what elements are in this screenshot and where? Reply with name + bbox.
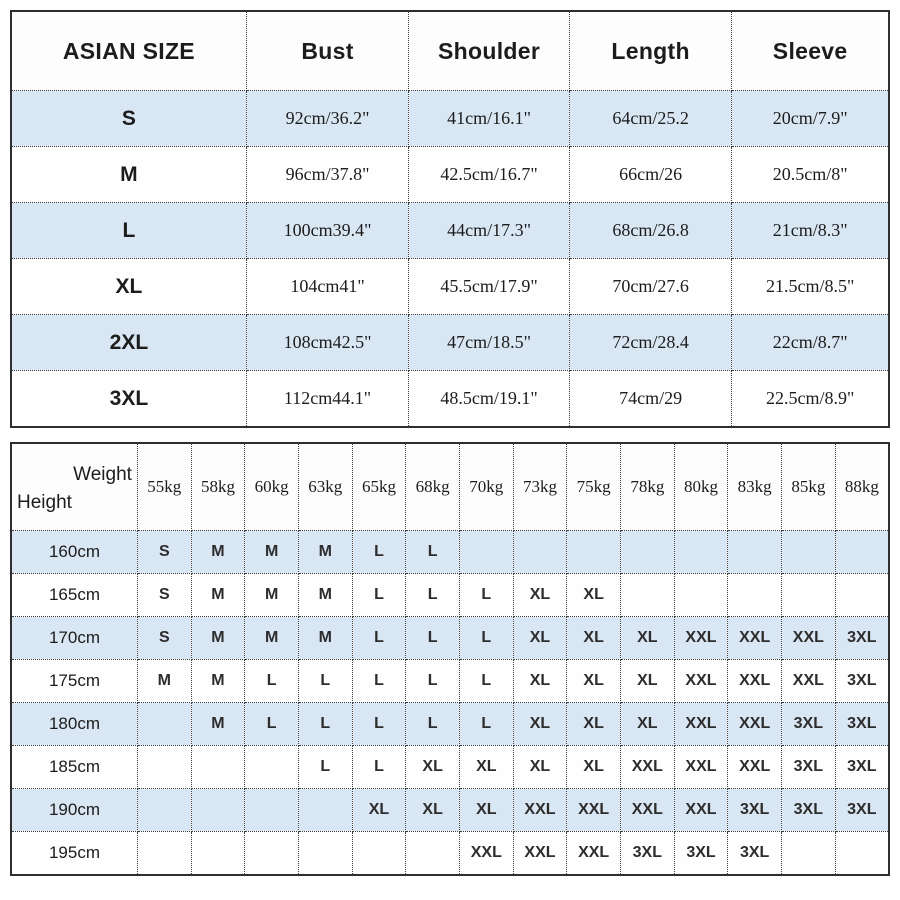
measurement-cell: 96cm/37.8" (246, 147, 408, 203)
fit-size-cell: L (352, 746, 406, 789)
fit-size-cell: XL (567, 660, 621, 703)
height-label-cell: 175cm (11, 660, 137, 703)
fit-table-row (11, 617, 889, 660)
fit-size-cell: XL (352, 789, 406, 832)
measurement-cell: 45.5cm/17.9" (409, 259, 570, 315)
fit-size-cell: S (137, 617, 191, 660)
size-table-header-cell: Sleeve (732, 11, 889, 91)
height-label-cell: 165cm (11, 574, 137, 617)
measurement-cell: 74cm/29 (569, 371, 731, 428)
size-row-label: M (11, 147, 246, 203)
fit-size-cell (245, 789, 299, 832)
weight-header-cell: 78kg (620, 443, 674, 531)
fit-size-cell: M (137, 660, 191, 703)
fit-size-cell (459, 531, 513, 574)
fit-size-cell (352, 832, 406, 876)
fit-size-cell: XXL (728, 617, 782, 660)
fit-size-cell: L (459, 703, 513, 746)
measurement-cell: 41cm/16.1" (409, 91, 570, 147)
fit-size-cell: XXL (567, 789, 621, 832)
fit-size-cell: XXL (513, 789, 567, 832)
fit-table-row (11, 660, 889, 703)
weight-header-cell: 73kg (513, 443, 567, 531)
fit-size-cell (728, 574, 782, 617)
fit-size-cell: XXL (674, 746, 728, 789)
fit-size-cell: 3XL (728, 832, 782, 876)
fit-size-cell (782, 531, 836, 574)
fit-size-cell (191, 832, 245, 876)
fit-size-cell (137, 789, 191, 832)
size-table-header-cell: Bust (246, 11, 408, 91)
fit-size-cell: M (191, 574, 245, 617)
measurement-cell: 92cm/36.2" (246, 91, 408, 147)
fit-size-cell: XXL (782, 617, 836, 660)
fit-size-cell (728, 531, 782, 574)
fit-size-cell: XL (513, 574, 567, 617)
weight-header-cell: 65kg (352, 443, 406, 531)
height-label-cell: 185cm (11, 746, 137, 789)
fit-size-cell: 3XL (835, 789, 889, 832)
measurement-cell: 112cm44.1" (246, 371, 408, 428)
fit-size-cell: XL (567, 574, 621, 617)
fit-size-cell (245, 832, 299, 876)
fit-table-row (11, 746, 889, 789)
fit-table-row (11, 574, 889, 617)
fit-size-cell: L (298, 746, 352, 789)
fit-size-cell (620, 531, 674, 574)
fit-size-cell: M (191, 660, 245, 703)
fit-size-cell: S (137, 574, 191, 617)
measurement-cell: 108cm42.5" (246, 315, 408, 371)
weight-header-cell: 80kg (674, 443, 728, 531)
size-table-row (11, 91, 889, 147)
fit-size-cell: L (352, 574, 406, 617)
fit-size-cell (137, 832, 191, 876)
fit-table-row (11, 832, 889, 876)
fit-size-cell: XXL (674, 789, 728, 832)
size-table-row (11, 371, 889, 428)
height-label-cell: 160cm (11, 531, 137, 574)
fit-size-cell: M (298, 531, 352, 574)
fit-size-cell: XL (459, 789, 513, 832)
fit-size-cell: S (137, 531, 191, 574)
fit-size-cell: L (406, 660, 460, 703)
fit-size-cell: L (352, 617, 406, 660)
fit-size-cell: XL (567, 703, 621, 746)
weight-header-cell: 83kg (728, 443, 782, 531)
fit-size-cell: XL (567, 746, 621, 789)
measurement-cell: 20cm/7.9" (732, 91, 889, 147)
fit-size-cell: XXL (674, 660, 728, 703)
size-row-label: 2XL (11, 315, 246, 371)
fit-size-cell: 3XL (728, 789, 782, 832)
asian-size-table (10, 10, 890, 428)
fit-size-cell: XXL (459, 832, 513, 876)
fit-size-cell: XL (513, 617, 567, 660)
fit-size-cell (674, 574, 728, 617)
fit-size-cell: XL (406, 789, 460, 832)
fit-size-cell: 3XL (835, 746, 889, 789)
measurement-cell: 68cm/26.8 (569, 203, 731, 259)
fit-size-cell: XXL (782, 660, 836, 703)
fit-size-cell: L (245, 703, 299, 746)
measurement-cell: 66cm/26 (569, 147, 731, 203)
fit-size-cell (137, 703, 191, 746)
measurement-cell: 72cm/28.4 (569, 315, 731, 371)
fit-size-cell: XL (513, 703, 567, 746)
weight-header-cell: 55kg (137, 443, 191, 531)
fit-size-cell (298, 832, 352, 876)
fit-size-cell (835, 574, 889, 617)
fit-size-cell (835, 531, 889, 574)
fit-table-row (11, 703, 889, 746)
fit-table-row (11, 531, 889, 574)
fit-size-cell: L (459, 617, 513, 660)
fit-size-cell: L (459, 574, 513, 617)
weight-header-cell: 75kg (567, 443, 621, 531)
fit-size-cell: 3XL (620, 832, 674, 876)
fit-size-cell: M (298, 617, 352, 660)
measurement-cell: 22.5cm/8.9" (732, 371, 889, 428)
weight-header-cell: 85kg (782, 443, 836, 531)
fit-table-row (11, 789, 889, 832)
fit-size-cell: L (406, 617, 460, 660)
measurement-cell: 21cm/8.3" (732, 203, 889, 259)
fit-size-cell: M (245, 574, 299, 617)
corner-cell (11, 443, 137, 531)
fit-size-cell: L (245, 660, 299, 703)
fit-size-cell: M (191, 703, 245, 746)
measurement-cell: 21.5cm/8.5" (732, 259, 889, 315)
fit-size-cell: 3XL (782, 746, 836, 789)
size-table-row (11, 259, 889, 315)
fit-size-cell (191, 746, 245, 789)
measurement-cell: 70cm/27.6 (569, 259, 731, 315)
fit-size-cell: L (406, 531, 460, 574)
corner-height-label: Height (17, 492, 72, 513)
size-table-row (11, 203, 889, 259)
fit-size-cell (674, 531, 728, 574)
fit-size-cell: 3XL (835, 703, 889, 746)
measurement-cell: 104cm41" (246, 259, 408, 315)
fit-size-cell: M (191, 531, 245, 574)
fit-size-cell: XXL (728, 703, 782, 746)
fit-size-cell (137, 746, 191, 789)
height-label-cell: 190cm (11, 789, 137, 832)
weight-header-cell: 63kg (298, 443, 352, 531)
fit-size-cell: L (352, 531, 406, 574)
weight-header-cell: 68kg (406, 443, 460, 531)
fit-size-cell (245, 746, 299, 789)
fit-size-cell: XL (513, 746, 567, 789)
fit-size-cell: XL (459, 746, 513, 789)
fit-size-cell: XXL (620, 746, 674, 789)
weight-header-cell: 60kg (245, 443, 299, 531)
fit-size-cell (782, 832, 836, 876)
measurement-cell: 20.5cm/8" (732, 147, 889, 203)
height-label-cell: 180cm (11, 703, 137, 746)
fit-size-cell: XXL (674, 617, 728, 660)
fit-size-cell (406, 832, 460, 876)
fit-size-cell: L (352, 703, 406, 746)
corner-weight-label: Weight (73, 464, 132, 485)
height-label-cell: 170cm (11, 617, 137, 660)
fit-size-cell: L (298, 660, 352, 703)
weight-header-cell: 70kg (459, 443, 513, 531)
fit-size-cell: XL (620, 703, 674, 746)
fit-size-cell: M (191, 617, 245, 660)
size-row-label: L (11, 203, 246, 259)
fit-size-cell: XXL (728, 660, 782, 703)
fit-size-cell (298, 789, 352, 832)
fit-table-header-row (11, 443, 889, 531)
fit-size-cell: 3XL (835, 617, 889, 660)
measurement-cell: 100cm39.4" (246, 203, 408, 259)
measurement-cell: 22cm/8.7" (732, 315, 889, 371)
size-row-label: 3XL (11, 371, 246, 428)
size-table-header-cell: Shoulder (409, 11, 570, 91)
measurement-cell: 64cm/25.2 (569, 91, 731, 147)
fit-size-cell: XXL (674, 703, 728, 746)
fit-size-cell: XXL (567, 832, 621, 876)
fit-size-cell: XL (567, 617, 621, 660)
fit-size-cell: 3XL (835, 660, 889, 703)
fit-size-cell: 3XL (782, 789, 836, 832)
fit-size-cell: M (245, 531, 299, 574)
fit-size-cell: L (459, 660, 513, 703)
height-label-cell: 195cm (11, 832, 137, 876)
size-row-label: S (11, 91, 246, 147)
size-table-row (11, 315, 889, 371)
fit-size-cell: M (245, 617, 299, 660)
fit-size-cell (191, 789, 245, 832)
weight-header-cell: 58kg (191, 443, 245, 531)
fit-size-cell: XL (620, 660, 674, 703)
fit-size-cell: L (298, 703, 352, 746)
measurement-cell: 44cm/17.3" (409, 203, 570, 259)
fit-size-cell (567, 531, 621, 574)
size-table-header-row (11, 11, 889, 91)
fit-size-cell (620, 574, 674, 617)
fit-size-cell: 3XL (674, 832, 728, 876)
fit-size-cell (513, 531, 567, 574)
measurement-cell: 42.5cm/16.7" (409, 147, 570, 203)
fit-size-cell: XXL (513, 832, 567, 876)
fit-size-cell (782, 574, 836, 617)
size-table-header-cell: Length (569, 11, 731, 91)
fit-size-cell: 3XL (782, 703, 836, 746)
fit-size-cell: XL (406, 746, 460, 789)
measurement-cell: 48.5cm/19.1" (409, 371, 570, 428)
size-table-row (11, 147, 889, 203)
fit-size-cell: XL (620, 617, 674, 660)
fit-size-cell: L (406, 574, 460, 617)
fit-size-cell: XL (513, 660, 567, 703)
fit-size-cell: M (298, 574, 352, 617)
fit-size-cell: L (406, 703, 460, 746)
measurement-cell: 47cm/18.5" (409, 315, 570, 371)
fit-size-cell: L (352, 660, 406, 703)
fit-size-cell: XXL (620, 789, 674, 832)
size-table-header-cell: ASIAN SIZE (11, 11, 246, 91)
height-weight-table (10, 442, 890, 876)
fit-size-cell: XXL (728, 746, 782, 789)
size-row-label: XL (11, 259, 246, 315)
weight-header-cell: 88kg (835, 443, 889, 531)
fit-size-cell (835, 832, 889, 876)
